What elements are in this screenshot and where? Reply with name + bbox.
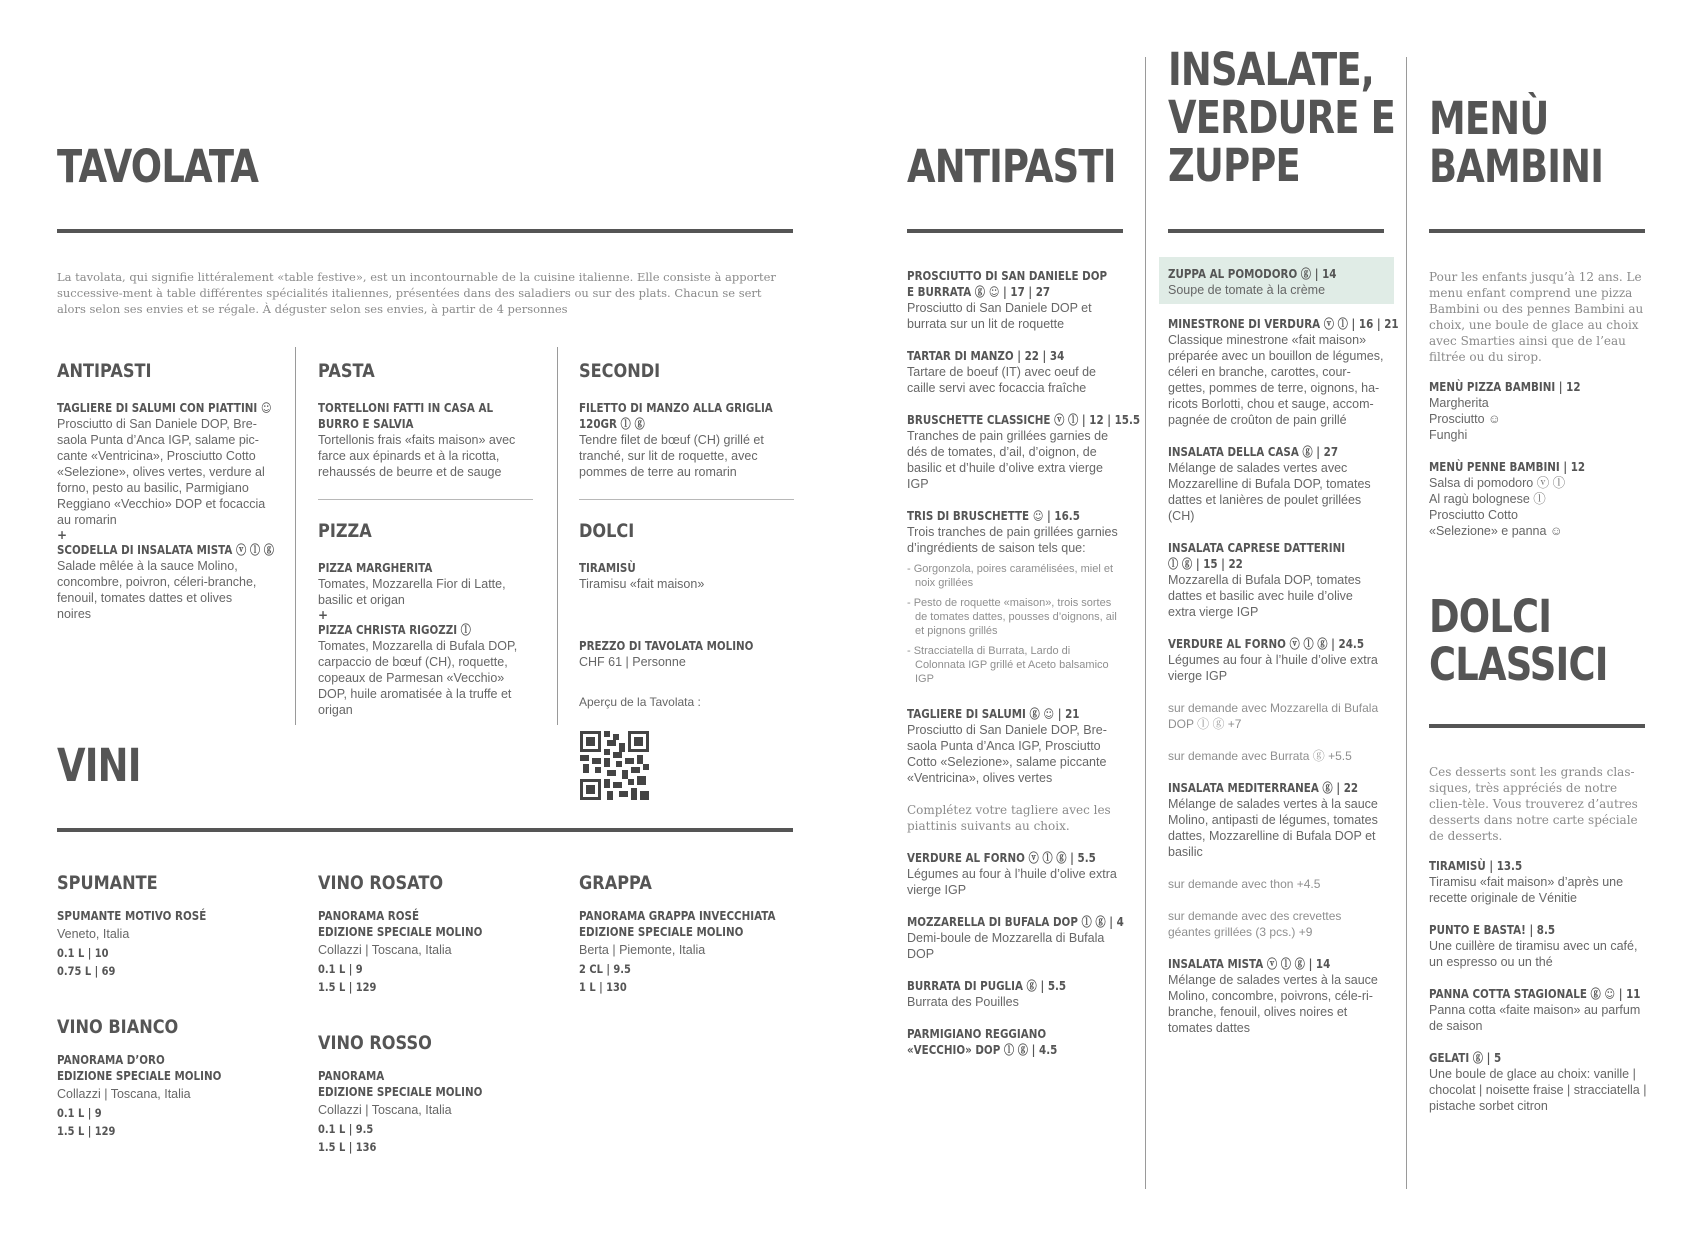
menu-item bbox=[1429, 858, 1649, 906]
item-desc: Tiramisu «fait maison» d’après une recette originale de Vénitie bbox=[1429, 875, 1624, 905]
item-name: SCODELLA DI INSALATA MISTA ⓥ ⓛ ⓖ bbox=[57, 543, 275, 557]
tavolata-dolci bbox=[579, 520, 794, 710]
title-line: DOLCI bbox=[1429, 590, 1552, 643]
wine-name: PANORAMA GRAPPA INVECCHIATA bbox=[579, 909, 776, 923]
wine-price: 1.5 L | 129 bbox=[57, 1124, 116, 1138]
tavolata-title: TAVOLATA bbox=[57, 140, 259, 193]
menu-item bbox=[907, 508, 1122, 556]
item-name: PARMIGIANO REGGIANO bbox=[907, 1027, 1047, 1041]
tavolata-rule bbox=[57, 229, 793, 233]
wine-name: EDIZIONE SPECIALE MOLINO bbox=[318, 1085, 483, 1099]
menu-item bbox=[1168, 540, 1384, 620]
item-name: PIZZA CHRISTA RIGOZZI ⓛ bbox=[318, 623, 471, 637]
item-desc: Mélange de salades vertes avec Mozzarelline di Bufala DOP, tomates dattes et lanières de poulet grillées (CH) bbox=[1168, 461, 1371, 523]
item-desc: Tomates, Mozzarella di Bufala DOP, carpaccio de bœuf (CH), roquette, copeaux de Parmesan «Vecchio» DOP, huile aromatisée à la truffe et origan bbox=[318, 639, 518, 717]
item-desc: Burrata des Pouilles bbox=[907, 995, 1019, 1009]
item-name: MENÙ PIZZA BAMBINI | 12 bbox=[1429, 380, 1581, 394]
item-name: TORTELLONI FATTI IN CASA AL bbox=[318, 401, 494, 415]
item-desc: Prosciutto di San Daniele DOP, Bre-saola Punta d’Anca IGP, Prosciutto Cotto «Selezione», salame piccante «Ventricina», olives vertes bbox=[907, 723, 1107, 785]
item-name: TARTAR DI MANZO | 22 | 34 bbox=[907, 349, 1065, 363]
item-name: MENÙ PENNE BAMBINI | 12 bbox=[1429, 460, 1586, 474]
menu-item bbox=[1168, 956, 1384, 1036]
section-title: GRAPPA bbox=[579, 872, 652, 894]
wine-price: 1.5 L | 136 bbox=[318, 1140, 377, 1154]
menu-item bbox=[1168, 316, 1399, 428]
option-note: sur demande avec thon +4.5 bbox=[1168, 877, 1321, 891]
item-desc: Tiramisu «fait maison» bbox=[579, 577, 705, 591]
item-desc: Prosciutto di San Daniele DOP et burrata sur un lit de roquette bbox=[907, 301, 1092, 331]
section-title: PASTA bbox=[318, 360, 375, 382]
item-name: MINESTRONE DI VERDURA ⓥ ⓛ | 16 | 21 bbox=[1168, 317, 1399, 331]
page-divider bbox=[1145, 57, 1146, 1189]
vini-rule bbox=[57, 828, 793, 832]
wine-price: 2 CL | 9.5 bbox=[579, 962, 631, 976]
item-name: FILETTO DI MANZO ALLA GRIGLIA bbox=[579, 401, 773, 415]
wine-origin: Collazzi | Toscana, Italia bbox=[57, 1087, 191, 1101]
item-name: BURRO E SALVIA bbox=[318, 417, 414, 431]
insalate-list bbox=[1159, 316, 1399, 1036]
section-title: PIZZA bbox=[318, 520, 372, 542]
bambini-title bbox=[1429, 92, 1604, 193]
menu-item bbox=[1168, 444, 1384, 524]
tagliere-note: Complétez votre tagliere avec les piattinis suivants au choix. bbox=[907, 803, 1111, 833]
wine-bianco bbox=[57, 1016, 277, 1140]
tavolata-secondi bbox=[579, 360, 794, 480]
menu-item bbox=[907, 1026, 1122, 1058]
menu-item bbox=[1168, 636, 1384, 684]
menu-item bbox=[1429, 459, 1649, 539]
column-divider bbox=[295, 347, 296, 725]
item-desc: Panna cotta «faite maison» au parfum de saison bbox=[1429, 1003, 1641, 1033]
item-name: TAGLIERE DI SALUMI CON PIATTINI ☺ bbox=[57, 401, 272, 415]
antipasti-rule bbox=[907, 229, 1123, 233]
item-name: TRIS DI BRUSCHETTE ☺ | 16.5 bbox=[907, 509, 1080, 523]
price-value: CHF 61 | Personne bbox=[579, 655, 686, 669]
item-option: Margherita bbox=[1429, 396, 1489, 410]
wine-price: 1.5 L | 129 bbox=[318, 980, 377, 994]
highlighted-item bbox=[1159, 257, 1394, 304]
item-name: PROSCIUTTO DI SAN DANIELE DOP bbox=[907, 269, 1108, 283]
wine-spumante bbox=[57, 872, 277, 980]
tavolata-pasta bbox=[318, 360, 528, 480]
item-desc: Tomates, Mozzarella Fior di Latte, basilic et origan bbox=[318, 577, 506, 607]
item-name: INSALATA DELLA CASA ⓖ | 27 bbox=[1168, 445, 1339, 459]
item-name: E BURRATA ⓖ ☺ | 17 | 27 bbox=[907, 285, 1051, 299]
item-name: INSALATA MISTA ⓥ ⓛ ⓖ | 14 bbox=[1168, 957, 1331, 971]
antipasti-title: ANTIPASTI bbox=[907, 140, 1116, 193]
item-desc: Tranches de pain grillées garnies de dés de tomates, d’ail, d’oignon, de basilic et d’huile d’olive extra vierge IGP bbox=[907, 429, 1109, 491]
wine-price: 0.1 L | 10 bbox=[57, 946, 109, 960]
item-desc: Une boule de glace au choix: vanille | chocolat | noisette fraise | stracciatella | pistache sorbet citron bbox=[1429, 1067, 1647, 1113]
item-desc: Tortellonis frais «faits maison» avec farce aux épinards et à la ricotta, rehaussés de beurre et de sauge bbox=[318, 433, 516, 479]
page-divider bbox=[1406, 57, 1407, 1189]
title-line: INSALATE, bbox=[1168, 43, 1374, 96]
menu-item bbox=[907, 978, 1122, 1010]
wine-price: 1 L | 130 bbox=[579, 980, 627, 994]
option-note: sur demande avec Mozzarella di Bufala DOP ⓛ ⓖ +7 bbox=[1168, 701, 1379, 731]
wine-origin: Veneto, Italia bbox=[57, 927, 130, 941]
section-title: SPUMANTE bbox=[57, 872, 158, 894]
item-desc: Demi-boule de Mozzarella di Bufala DOP bbox=[907, 931, 1105, 961]
menu-item bbox=[907, 412, 1141, 492]
item-desc: Une cuillère de tiramisu avec un café, un espresso ou un thé bbox=[1429, 939, 1638, 969]
menu-item bbox=[1429, 922, 1649, 970]
tavolata-antipasti bbox=[57, 360, 275, 622]
tris-option: - Gorgonzola, poires caramélisées, miel et noix grillées bbox=[907, 563, 1114, 589]
item-name: PIZZA MARGHERITA bbox=[318, 561, 433, 575]
insalate-column bbox=[1159, 257, 1399, 1052]
bambini-intro: Pour les enfants jusqu’à 12 ans. Le menu enfant comprend une pizza Bambini ou des pennes Bambini au choix, une boule de glace au choix avec Smarties ainsi que de l’eau filtrée ou du sirop. bbox=[1429, 270, 1644, 364]
wine-price: 0.1 L | 9 bbox=[318, 962, 363, 976]
item-option: Prosciutto ☺ bbox=[1429, 412, 1501, 426]
item-desc: Prosciutto di San Daniele DOP, Bre-saola Punta d’Anca IGP, salame pic-cante «Ventricina», Prosciutto Cotto «Selezione», olives vertes, verdure al forno, pesto au basilic, Parmigiano Reggiano «Vecchio» DOP et focaccia au romarin bbox=[57, 417, 266, 527]
item-option: Al ragù bolognese ⓛ bbox=[1429, 492, 1546, 506]
tris-option: - Pesto de roquette «maison», trois sortes de tomates dattes, pousses d’oignons, ail et pignons grillés bbox=[907, 597, 1117, 637]
item-name: PANNA COTTA STAGIONALE ⓖ ☺ | 11 bbox=[1429, 987, 1641, 1001]
bambini-rule bbox=[1429, 229, 1645, 233]
item-name: VERDURE AL FORNO ⓥ ⓛ ⓖ | 5.5 bbox=[907, 851, 1096, 865]
pasta-divider bbox=[318, 499, 533, 500]
item-desc: Classique minestrone «fait maison» préparée avec un bouillon de légumes, céleri en branche, carottes, cour-gettes, pommes de terre, oignons, ha-ricots Borlotti, chou et sauge, accom-pagnée de croûton de pain grillé bbox=[1168, 333, 1384, 427]
section-title: SECONDI bbox=[579, 360, 661, 382]
option-note: sur demande avec des crevettes géantes grillées (3 pcs.) +9 bbox=[1168, 909, 1342, 939]
item-desc: Légumes au four à l’huile d’olive extra vierge IGP bbox=[1168, 653, 1378, 683]
wine-origin: Collazzi | Toscana, Italia bbox=[318, 943, 452, 957]
menu-item bbox=[907, 348, 1122, 396]
item-name: PUNTO E BASTA! | 8.5 bbox=[1429, 923, 1556, 937]
item-name: ZUPPA AL POMODORO ⓖ | 14 bbox=[1168, 267, 1337, 281]
item-name: 120GR ⓛ ⓖ bbox=[579, 417, 645, 431]
preview-label: Aperçu de la Tavolata : bbox=[579, 695, 701, 709]
menu-item bbox=[1429, 379, 1649, 443]
wine-name: PANORAMA D’ORO bbox=[57, 1053, 165, 1067]
wine-name: EDIZIONE SPECIALE MOLINO bbox=[318, 925, 483, 939]
dolci-intro: Ces desserts sont les grands clas-siques, très appréciés de notre clien-tèle. Vous trouverez d’autres desserts dans notre carte spéciale de desserts. bbox=[1429, 765, 1638, 843]
wine-name: EDIZIONE SPECIALE MOLINO bbox=[579, 925, 744, 939]
title-line: VERDURE E bbox=[1168, 91, 1396, 144]
wine-rosso bbox=[318, 1032, 548, 1156]
section-title: VINO ROSATO bbox=[318, 872, 444, 894]
item-name: INSALATA MEDITERRANEA ⓖ | 22 bbox=[1168, 781, 1359, 795]
title-line: BAMBINI bbox=[1429, 140, 1604, 193]
title-line: MENÙ bbox=[1429, 92, 1549, 145]
item-option: Salsa di pomodoro ⓥ ⓛ bbox=[1429, 476, 1566, 490]
title-line: ZUPPE bbox=[1168, 139, 1300, 192]
plus-sign: + bbox=[57, 528, 68, 542]
wine-name: PANORAMA bbox=[318, 1069, 385, 1083]
wine-rosato bbox=[318, 872, 548, 996]
section-title: VINO ROSSO bbox=[318, 1032, 432, 1054]
title-line: CLASSICI bbox=[1429, 638, 1608, 691]
menu-item bbox=[1168, 780, 1384, 860]
insalate-title bbox=[1168, 43, 1396, 192]
item-name: INSALATA CAPRESE DATTERINI bbox=[1168, 541, 1346, 555]
wine-price: 0.1 L | 9 bbox=[57, 1106, 102, 1120]
item-name: TIRAMISÙ | 13.5 bbox=[1429, 859, 1523, 873]
item-name: MOZZARELLA DI BUFALA DOP ⓛ ⓖ | 4 bbox=[907, 915, 1124, 929]
dolci-classici-title bbox=[1429, 590, 1608, 691]
item-name: BURRATA DI PUGLIA ⓖ | 5.5 bbox=[907, 979, 1067, 993]
item-name: «VECCHIO» DOP ⓛ ⓖ | 4.5 bbox=[907, 1043, 1058, 1057]
tris-option: - Stracciatella di Burrata, Lardo di Colonnata IGP grillé et Aceto balsamico IGP bbox=[907, 645, 1109, 685]
item-desc: Tartare de boeuf (IT) avec oeuf de caille servi avec focaccia fraîche bbox=[907, 365, 1096, 395]
item-option: «Selezione» e panna ☺ bbox=[1429, 524, 1563, 538]
qr-code[interactable] bbox=[580, 731, 649, 800]
item-option: Prosciutto Cotto bbox=[1429, 508, 1518, 522]
wine-price: 0.75 L | 69 bbox=[57, 964, 116, 978]
wine-price: 0.1 L | 9.5 bbox=[318, 1122, 374, 1136]
option-note: sur demande avec Burrata ⓖ +5.5 bbox=[1168, 749, 1352, 763]
menu-item bbox=[907, 850, 1122, 898]
antipasti-column bbox=[907, 268, 1141, 1074]
wine-name: EDIZIONE SPECIALE MOLINO bbox=[57, 1069, 222, 1083]
dolci-classici-column bbox=[1429, 764, 1649, 1130]
item-desc: Salade mêlée à la sauce Molino, concombre, poivron, céleri-branche, fenouil, tomates dattes et olives noires bbox=[57, 559, 257, 621]
wine-origin: Berta | Piemonte, Italia bbox=[579, 943, 706, 957]
wine-name: SPUMANTE MOTIVO ROSÉ bbox=[57, 909, 207, 923]
wine-name: PANORAMA ROSÉ bbox=[318, 909, 420, 923]
item-desc: Mélange de salades vertes à la sauce Molino, antipasti de légumes, tomates dattes, Mozzarelline di Bufala DOP et basilic bbox=[1168, 797, 1378, 859]
section-title: VINO BIANCO bbox=[57, 1016, 179, 1038]
plus-sign: + bbox=[318, 608, 329, 622]
section-title: DOLCI bbox=[579, 520, 635, 542]
wine-origin: Collazzi | Toscana, Italia bbox=[318, 1103, 452, 1117]
wine-grappa bbox=[579, 872, 809, 996]
bambini-column bbox=[1429, 269, 1649, 555]
item-desc: Soupe de tomate à la crème bbox=[1168, 283, 1326, 297]
tavolata-pizza bbox=[318, 520, 528, 718]
menu-item bbox=[907, 268, 1122, 332]
price-name: PREZZO DI TAVOLATA MOLINO bbox=[579, 639, 754, 653]
item-name: TAGLIERE DI SALUMI ⓖ ☺ | 21 bbox=[907, 707, 1080, 721]
item-name: TIRAMISÙ bbox=[579, 561, 636, 575]
column-divider bbox=[557, 347, 558, 725]
item-name: GELATI ⓖ | 5 bbox=[1429, 1051, 1502, 1065]
menu-item bbox=[907, 706, 1122, 786]
menu-item bbox=[907, 914, 1122, 962]
menu-item bbox=[1429, 986, 1649, 1034]
menu-item bbox=[1429, 1050, 1649, 1114]
tavolata-intro: La tavolata, qui signifie littéralement «table festive», est un incontournable de la cuisine italienne. Elle consiste à apporter successive-ment à table différentes spécialités italiennes, présentées dans des saladiers ou sur des plats. Chacun se sert alors selon ses envies et se régale. À déguster selon ses envies, à partir de 4 personnes bbox=[57, 270, 776, 316]
item-name: ⓛ ⓖ | 15 | 22 bbox=[1168, 557, 1243, 571]
item-name: BRUSCHETTE CLASSICHE ⓥ ⓛ | 12 | 15.5 bbox=[907, 413, 1141, 427]
item-option: Funghi bbox=[1429, 428, 1468, 442]
item-desc: Tendre filet de bœuf (CH) grillé et tranché, sur lit de roquette, avec pommes de terre au romarin bbox=[579, 433, 764, 479]
dolci-classici-rule bbox=[1429, 724, 1645, 728]
item-desc: Mélange de salades vertes à la sauce Molino, concombre, poivrons, céle-ri-branche, fenouil, olives noires et tomates dattes bbox=[1168, 973, 1378, 1035]
section-title: ANTIPASTI bbox=[57, 360, 152, 382]
item-desc: Mozzarella di Bufala DOP, tomates dattes et basilic avec huile d’olive extra vierge IGP bbox=[1168, 573, 1361, 619]
secondi-divider bbox=[579, 499, 794, 500]
insalate-rule bbox=[1168, 229, 1384, 233]
item-desc: Légumes au four à l’huile d’olive extra vierge IGP bbox=[907, 867, 1117, 897]
vini-title: VINI bbox=[57, 739, 141, 792]
item-name: VERDURE AL FORNO ⓥ ⓛ ⓖ | 24.5 bbox=[1168, 637, 1365, 651]
item-desc: Trois tranches de pain grillées garnies d’ingrédients de saison tels que: bbox=[907, 525, 1118, 555]
